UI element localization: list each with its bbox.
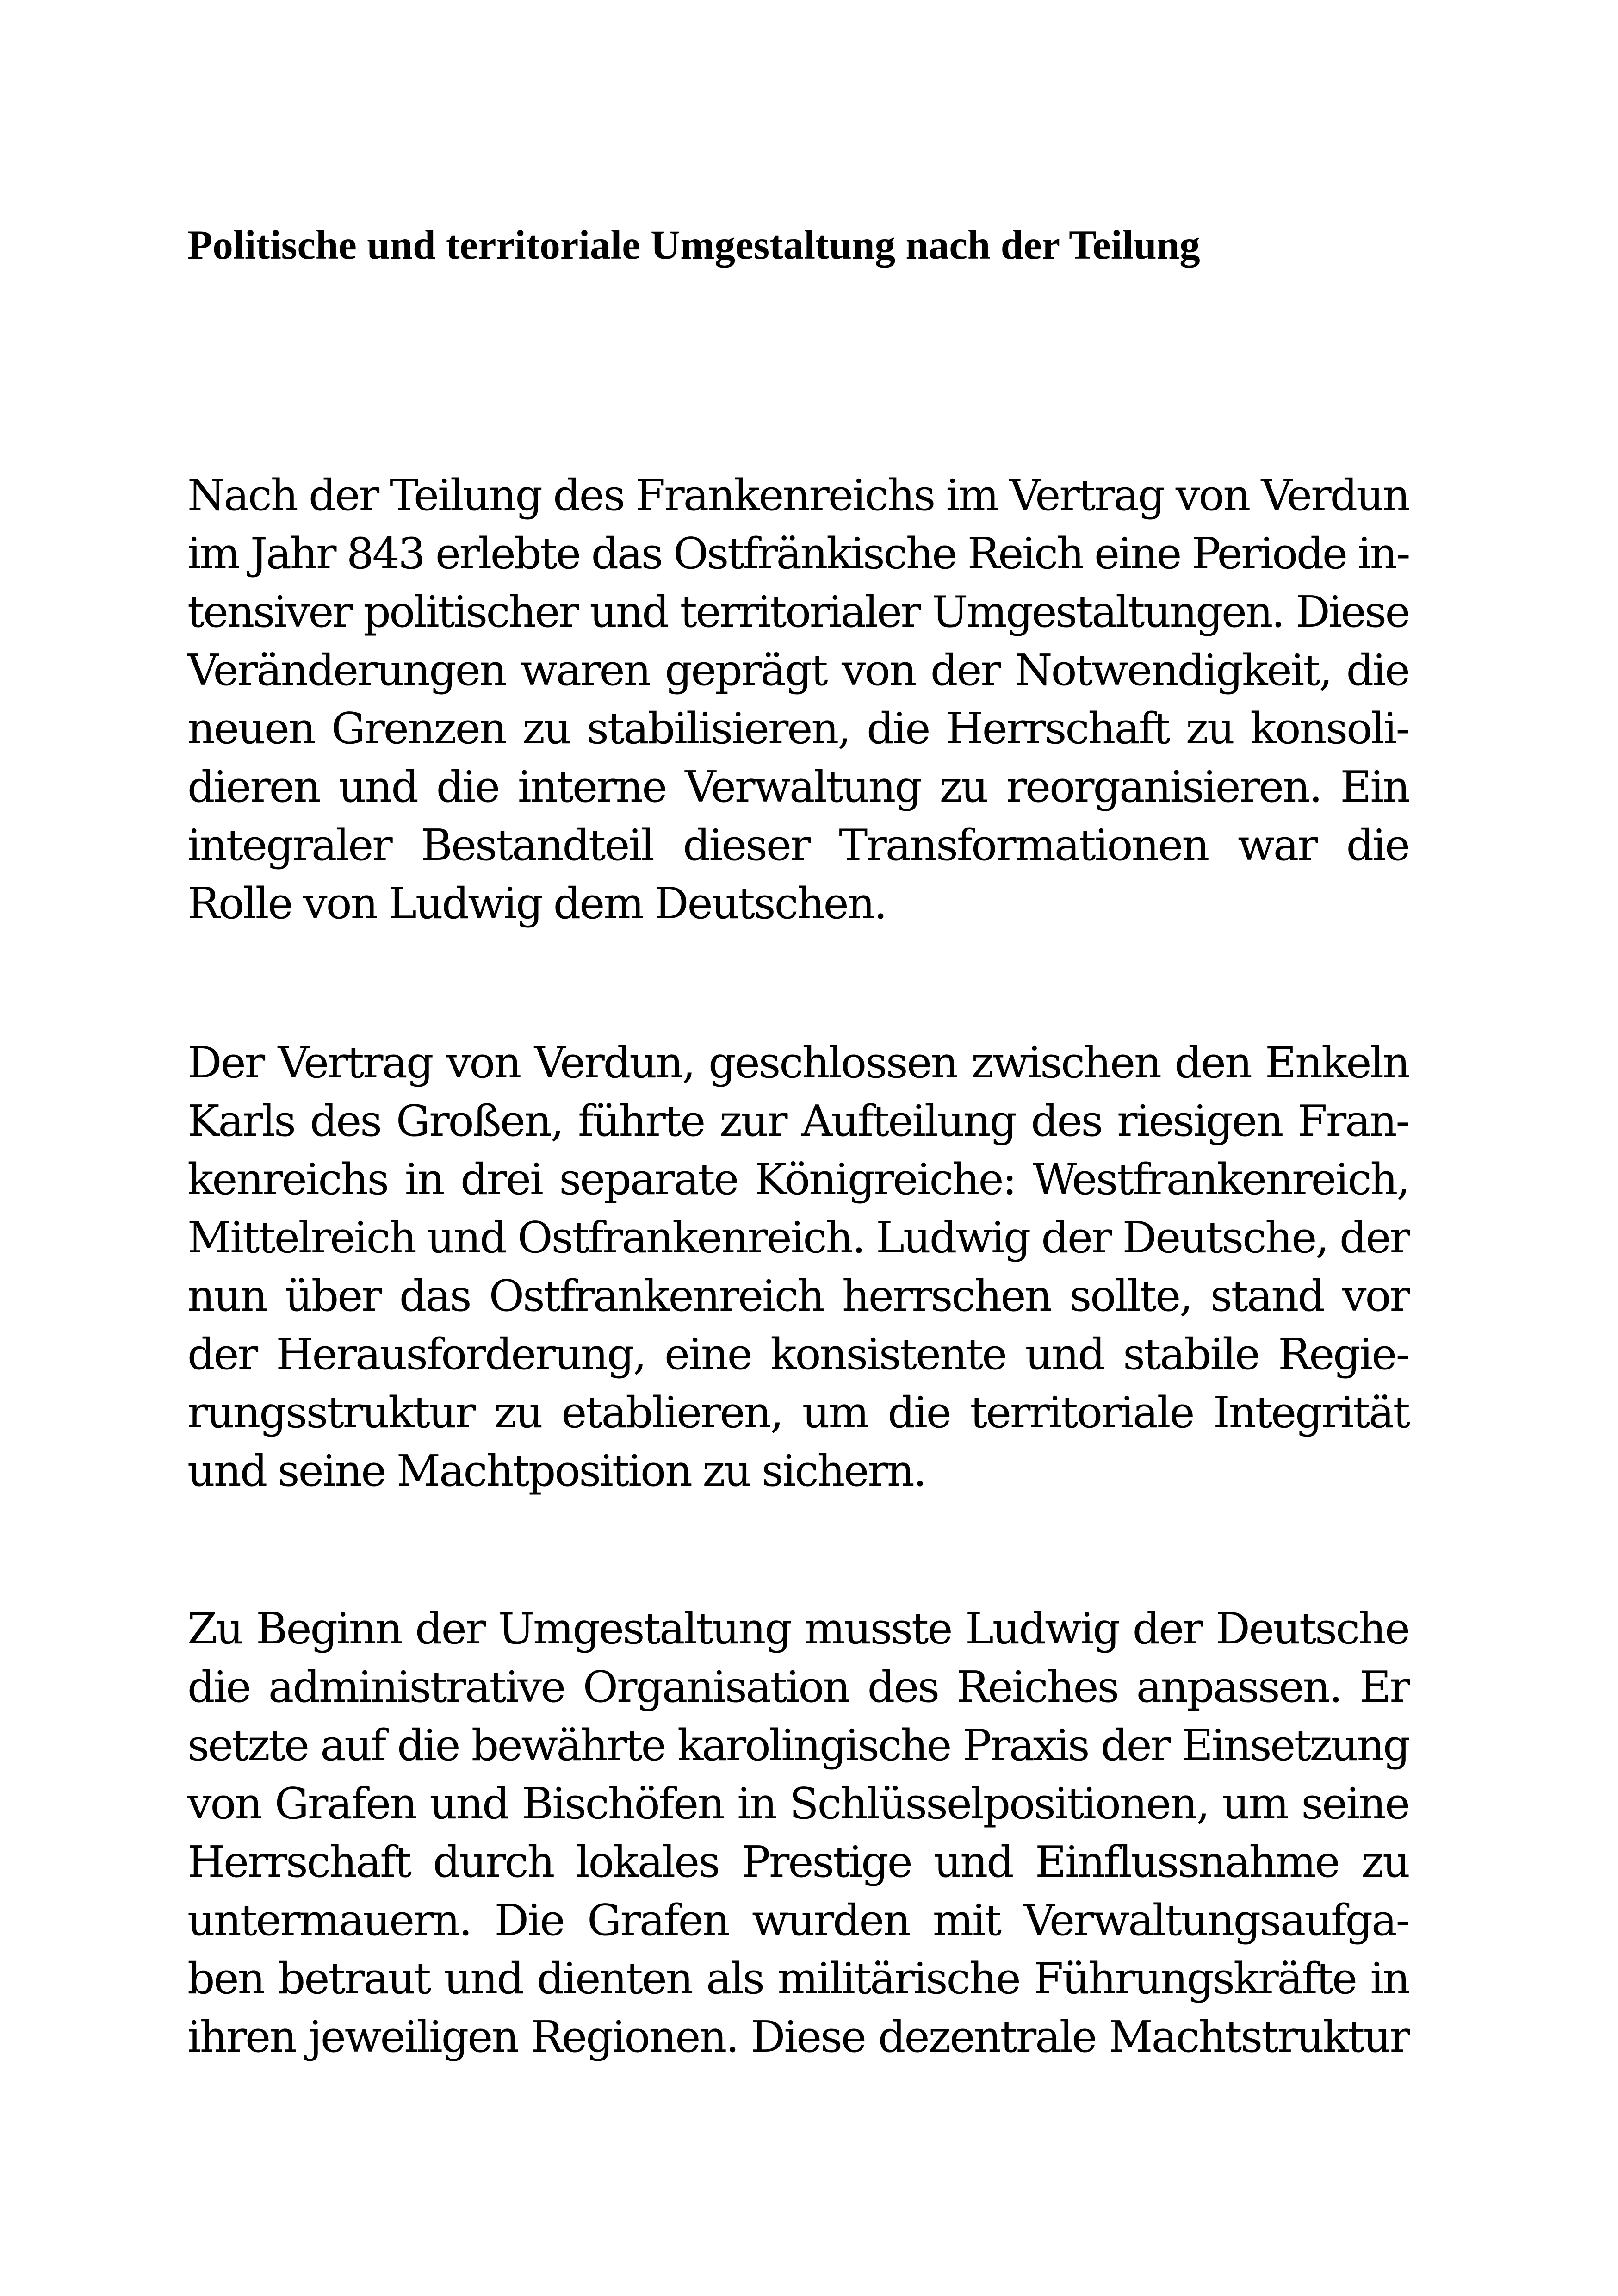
paragraph-line: und seine Machtposition zu sichern. xyxy=(187,1446,926,1496)
paragraph-line: Rolle von Ludwig dem Deutschen. xyxy=(187,878,886,928)
paragraph-line: neuen Grenzen zu stabilisieren, die Herrschaft zu konsoli- xyxy=(187,703,1409,753)
paragraph-line: nun über das Ostfrankenreich herrschen sollte, stand vor xyxy=(187,1271,1409,1321)
paragraph-line: Zu Beginn der Umgestaltung musste Ludwig der Deutsche xyxy=(187,1604,1409,1654)
paragraph-line: Herrschaft durch lokales Prestige und Einflussnahme zu xyxy=(187,1837,1409,1887)
paragraph-2 xyxy=(187,1033,1409,1500)
paragraph-line: Der Vertrag von Verdun, geschlossen zwischen den Enkeln xyxy=(187,1038,1409,1088)
paragraph-line: ihren jeweiligen Regionen. Diese dezentrale Machtstruktur xyxy=(187,2012,1409,2062)
paragraph-line: im Jahr 843 erlebte das Ostfränkische Reich eine Periode in- xyxy=(187,529,1409,579)
paragraph-line: von Grafen und Bischöfen in Schlüsselpositionen, um seine xyxy=(187,1779,1409,1829)
paragraph-3 xyxy=(187,1599,1409,2066)
paragraph-1 xyxy=(187,466,1409,933)
paragraph-line: setzte auf die bewährte karolingische Praxis der Einsetzung xyxy=(187,1720,1409,1770)
paragraph-line: tensiver politischer und territorialer Umgestaltungen. Diese xyxy=(187,587,1409,637)
paragraph-line: kenreichs in drei separate Königreiche: Westfrankenreich, xyxy=(187,1154,1409,1204)
paragraph-line: Karls des Großen, führte zur Aufteilung des riesigen Fran- xyxy=(187,1096,1409,1146)
section-heading: Politische und territoriale Umgestaltung nach der Teilung xyxy=(187,223,1200,268)
paragraph-line: rungsstruktur zu etablieren, um die territoriale Integrität xyxy=(187,1388,1409,1437)
paragraph-line: Nach der Teilung des Frankenreichs im Vertrag von Verdun xyxy=(187,470,1409,520)
paragraph-line: Veränderungen waren geprägt von der Notwendigkeit, die xyxy=(187,645,1409,695)
paragraph-line: die administrative Organisation des Reiches anpassen. Er xyxy=(187,1662,1409,1712)
paragraph-line: ben betraut und dienten als militärische Führungskräfte in xyxy=(187,1954,1409,2004)
paragraph-line: integraler Bestandteil dieser Transformationen war die xyxy=(187,820,1409,870)
paragraph-line: untermauern. Die Grafen wurden mit Verwaltungsaufga- xyxy=(187,1895,1409,1945)
paragraph-line: Mittelreich und Ostfrankenreich. Ludwig der Deutsche, der xyxy=(187,1213,1409,1263)
paragraph-line: dieren und die interne Verwaltung zu reorganisieren. Ein xyxy=(187,762,1409,812)
paragraph-line: der Herausforderung, eine konsistente und stabile Regie- xyxy=(187,1329,1409,1379)
